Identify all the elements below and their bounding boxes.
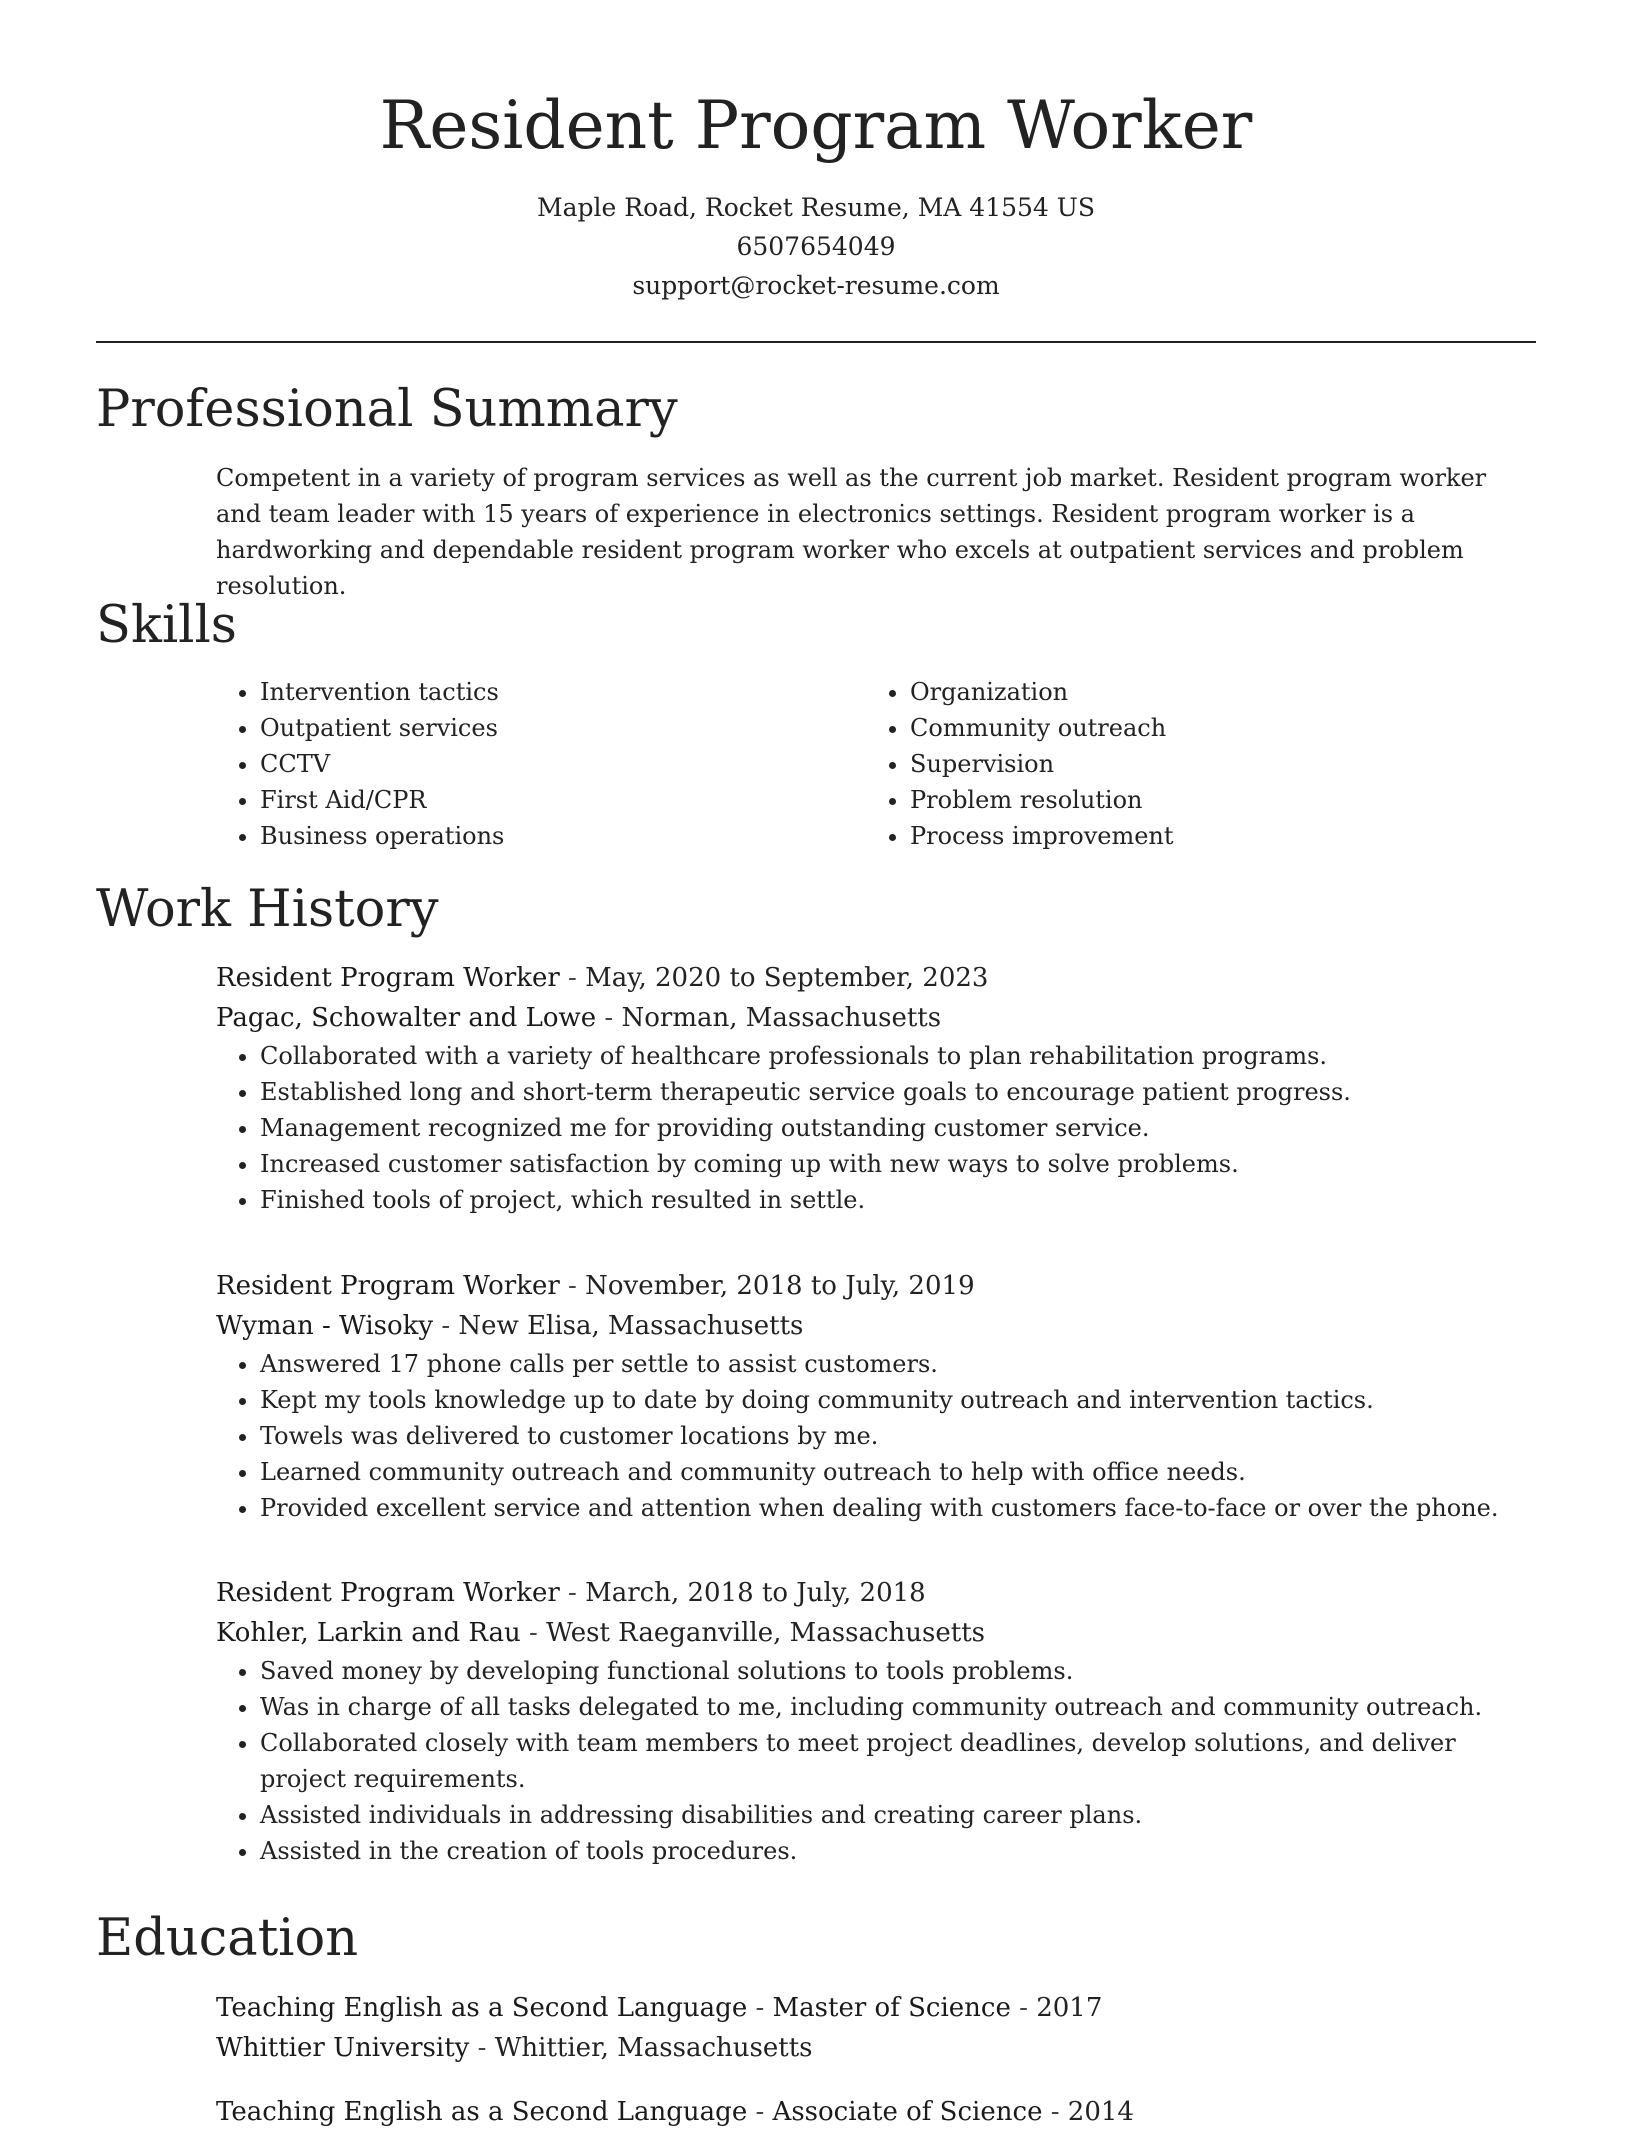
job-title-line — [216, 958, 1536, 998]
contact-phone: 6507654049 — [736, 232, 896, 261]
separator: - — [559, 1578, 586, 1608]
job-dates: November, 2018 to July, 2019 — [585, 1271, 975, 1301]
contact-email[interactable]: support@rocket-resume.com — [632, 271, 1000, 300]
candidate-name: Resident Program Worker — [379, 87, 1253, 164]
job-entry — [216, 1266, 1536, 1526]
skill-item: • First Aid/CPR — [260, 782, 816, 818]
education-school: Whittier University — [216, 2033, 470, 2063]
job-bullet: • Saved money by developing functional solutions to tools problems. — [260, 1653, 1536, 1689]
job-bullets — [216, 1038, 1536, 1218]
job-bullet: • Increased customer satisfaction by coming up with new ways to solve problems. — [260, 1146, 1536, 1182]
job-bullet: • Towels was delivered to customer locations by me. — [260, 1418, 1536, 1454]
education-year: 2014 — [1067, 2097, 1134, 2127]
job-position: Resident Program Worker — [216, 1271, 560, 1301]
job-bullet: • Established long and short-term therapeutic service goals to encourage patient progress. — [260, 1074, 1536, 1110]
job-bullet: • Finished tools of project, which resulted in settle. — [260, 1182, 1536, 1218]
job-location: West Raeganville, Massachusetts — [546, 1618, 985, 1648]
job-bullet: • Assisted individuals in addressing disabilities and creating career plans. — [260, 1797, 1536, 1833]
skill-item: • Outpatient services — [260, 710, 816, 746]
skill-item: • Problem resolution — [910, 782, 1466, 818]
skills-heading: Skills — [96, 596, 237, 655]
job-bullets — [216, 1653, 1536, 1869]
skill-item: • Process improvement — [910, 818, 1466, 854]
separator: - — [747, 1993, 773, 2023]
contact-address: Maple Road, Rocket Resume, MA 41554 US — [537, 193, 1095, 222]
job-position: Resident Program Worker — [216, 963, 560, 993]
job-company-line — [216, 998, 1536, 1038]
skill-item: • Business operations — [260, 818, 816, 854]
skills-list-right — [866, 674, 1466, 854]
job-bullet: • Provided excellent service and attention when dealing with customers face-to-face or over the phone. — [260, 1490, 1536, 1526]
education-degree: Master of Science — [772, 1993, 1011, 2023]
skills-list-left — [216, 674, 816, 854]
education-field: Teaching English as a Second Language — [216, 1993, 748, 2023]
education-entry — [216, 1988, 1536, 2068]
job-entry — [216, 958, 1536, 1218]
job-bullet: • Kept my tools knowledge up to date by doing community outreach and intervention tactics. — [260, 1382, 1536, 1418]
separator: - — [1042, 2097, 1068, 2127]
job-company: Wyman - Wisoky — [216, 1311, 434, 1341]
job-bullet: • Assisted in the creation of tools procedures. — [260, 1833, 1536, 1869]
job-bullet: • Learned community outreach and community outreach to help with office needs. — [260, 1454, 1536, 1490]
job-company: Pagac, Schowalter and Lowe — [216, 1003, 597, 1033]
job-company-line — [216, 1613, 1536, 1653]
job-location: New Elisa, Massachusetts — [458, 1311, 804, 1341]
header-divider — [96, 341, 1536, 343]
separator: - — [559, 963, 586, 993]
summary-heading: Professional Summary — [96, 380, 678, 439]
education-school-line — [216, 2028, 1536, 2068]
job-bullet: • Answered 17 phone calls per settle to assist customers. — [260, 1346, 1536, 1382]
education-degree: Associate of Science — [772, 2097, 1043, 2127]
education-location: Whittier, Massachusetts — [494, 2033, 813, 2063]
job-company: Kohler, Larkin and Rau — [216, 1618, 521, 1648]
job-bullet: • Management recognized me for providing outstanding customer service. — [260, 1110, 1536, 1146]
education-degree-line — [216, 1988, 1536, 2028]
job-position: Resident Program Worker — [216, 1578, 560, 1608]
separator: - — [747, 2097, 773, 2127]
education-heading: Education — [96, 1909, 359, 1968]
job-dates: March, 2018 to July, 2018 — [585, 1578, 926, 1608]
separator: - — [433, 1311, 459, 1341]
work-history-heading: Work History — [96, 880, 439, 939]
job-dates: May, 2020 to September, 2023 — [585, 963, 989, 993]
separator: - — [559, 1271, 586, 1301]
education-field: Teaching English as a Second Language — [216, 2097, 748, 2127]
separator: - — [596, 1003, 622, 1033]
job-title-line — [216, 1573, 1536, 1613]
job-entry — [216, 1573, 1536, 1869]
education-entry — [216, 2092, 1536, 2132]
contact-block — [96, 188, 1536, 305]
job-bullets — [216, 1346, 1536, 1526]
separator: - — [469, 2033, 495, 2063]
job-location: Norman, Massachusetts — [621, 1003, 942, 1033]
resume-header — [96, 78, 1536, 305]
separator: - — [1010, 1993, 1037, 2023]
skill-item: • Supervision — [910, 746, 1466, 782]
education-degree-line — [216, 2092, 1536, 2132]
job-bullet: • Collaborated closely with team members to meet project deadlines, develop solutions, and deliver project requirements. — [260, 1725, 1536, 1797]
skill-item: • Organization — [910, 674, 1466, 710]
skill-item: • Intervention tactics — [260, 674, 816, 710]
job-company-line — [216, 1306, 1536, 1346]
education-year: 2017 — [1036, 1993, 1103, 2023]
job-bullet: • Collaborated with a variety of healthcare professionals to plan rehabilitation programs. — [260, 1038, 1536, 1074]
job-title-line — [216, 1266, 1536, 1306]
summary-text: Competent in a variety of program services as well as the current job market. Resident program worker and team leader with 15 years of experience in electronics settings. Resident program worker is a hardworking and dependable resident program worker who excels at outpatient services and problem resolution. — [216, 464, 1487, 600]
job-bullet: • Was in charge of all tasks delegated to me, including community outreach and community outreach. — [260, 1689, 1536, 1725]
separator: - — [520, 1618, 547, 1648]
skill-item: • CCTV — [260, 746, 816, 782]
skill-item: • Community outreach — [910, 710, 1466, 746]
